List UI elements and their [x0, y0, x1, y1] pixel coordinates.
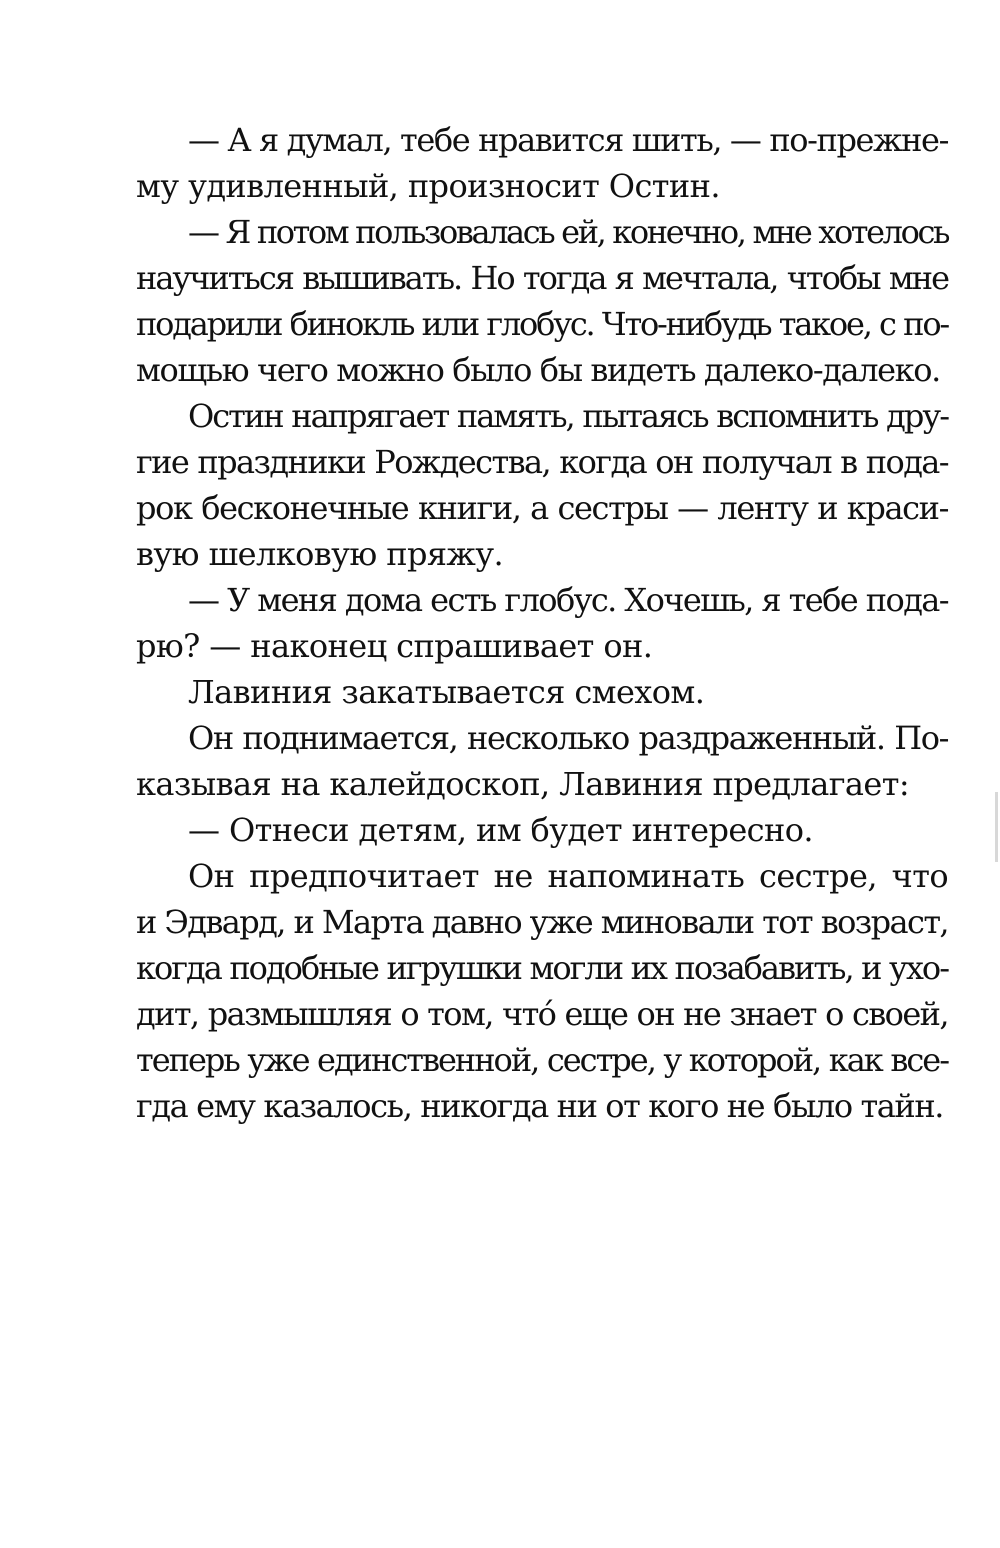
text-line: Он предпочитает не напоминать сестре, что [188, 857, 948, 895]
text-line: и Эдвард, и Марта давно уже миновали тот возраст, [136, 903, 948, 941]
text-line: научиться вышивать. Но тогда я мечтала, чтобы мне [136, 259, 948, 297]
text-line: — А я думал, тебе нравится шить, — по-прежне- [188, 121, 948, 159]
text-line: гие праздники Рождества, когда он получал в пода- [136, 443, 948, 481]
text-line: подарили бинокль или глобус. Что-нибудь такое, с по- [136, 305, 948, 343]
text-line: мощью чего можно было бы видеть далеко-далеко. [136, 351, 940, 389]
text-line: — У меня дома есть глобус. Хочешь, я тебе пода- [188, 581, 948, 619]
text-line: — Я потом пользовалась ей, конечно, мне хотелось [188, 213, 948, 251]
text-line: гда ему казалось, никогда ни от кого не было тайн. [136, 1087, 944, 1125]
text-line: му удивленный, произносит Остин. [136, 167, 720, 205]
text-line: вую шелковую пряжу. [136, 535, 504, 573]
text-line: рю? — наконец спрашивает он. [136, 627, 653, 665]
text-line: когда подобные игрушки могли их позабавить, и ухо- [136, 949, 948, 987]
text-line: — Отнеси детям, им будет интересно. [188, 811, 813, 849]
text-line: Он поднимается, несколько раздраженный. По- [188, 719, 948, 757]
text-line: Остин напрягает память, пытаясь вспомнить дру- [188, 397, 948, 435]
text-line: Лавиния закатывается смехом. [188, 673, 705, 711]
text-line: теперь уже единственной, сестре, у которой, как все- [136, 1041, 948, 1079]
text-line: рок бесконечные книги, а сестры — ленту и краси- [136, 489, 948, 527]
text-line: казывая на калейдоскоп, Лавиния предлагает: [136, 765, 909, 803]
body-text [136, 117, 948, 1129]
page-edge-shadow [995, 792, 998, 862]
text-line: дит, размышляя о том, чтó еще он не знает о своей, [136, 995, 948, 1033]
